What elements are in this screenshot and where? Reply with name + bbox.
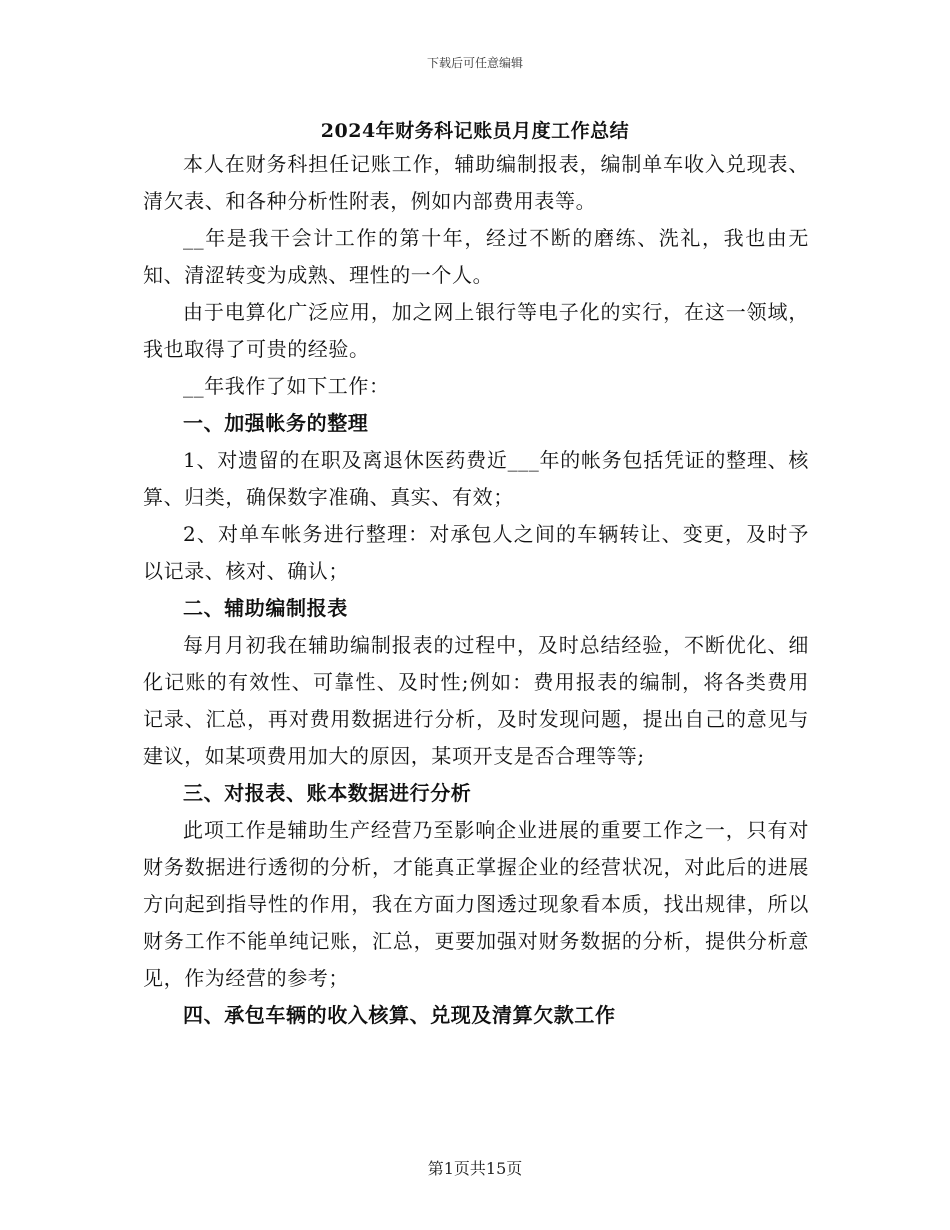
document-body <box>143 146 809 1034</box>
paragraph: 由于电算化广泛应用，加之网上银行等电子化的实行，在这一领域，我也取得了可贵的经验。 <box>143 300 809 361</box>
paragraph: 此项工作是辅助生产经营乃至影响企业进展的重要工作之一，只有对财务数据进行透彻的分析，才能真正掌握企业的经营状况，对此后的进展方向起到指导性的作用，我在方面力图透过现象看本质，找出规律，所以财务工作不能单纯记账，汇总，更要加强对财务数据的分析，提供分析意见，作为经营的参考； <box>143 818 809 990</box>
paragraph: 每月月初我在辅助编制报表的过程中，及时总结经验，不断优化、细化记账的有效性、可靠性、及时性;例如：费用报表的编制，将各类费用记录、汇总，再对费用数据进行分析，及时发现问题，提出自己的意见与建议，如某项费用加大的原因，某项开支是否合理等等; <box>143 633 809 768</box>
paragraph: __年我作了如下工作： <box>183 374 390 398</box>
section-heading: 一、加强帐务的整理 <box>183 411 369 435</box>
page-number: 第1页共15页 <box>427 1159 523 1178</box>
document-title: 2024年财务科记账员月度工作总结 <box>320 120 630 142</box>
paragraph: 本人在财务科担任记账工作，辅助编制报表，编制单车收入兑现表、清欠表、和各种分析性附表，例如内部费用表等。 <box>143 152 809 213</box>
header-note: 下载后可任意编辑 <box>426 56 523 70</box>
paragraph: 1、对遗留的在职及离退休医药费近___年的帐务包括凭证的整理、核算、归类，确保数字准确、真实、有效； <box>143 448 809 509</box>
paragraph: __年是我干会计工作的第十年，经过不断的磨练、洗礼，我也由无知、清涩转变为成熟、理性的一个人。 <box>143 226 809 287</box>
section-heading: 四、承包车辆的收入核算、兑现及清算欠款工作 <box>183 1003 616 1027</box>
section-heading: 三、对报表、账本数据进行分析 <box>183 781 472 805</box>
section-heading: 二、辅助编制报表 <box>183 596 348 620</box>
paragraph: 2、对单车帐务进行整理：对承包人之间的车辆转让、变更，及时予以记录、核对、确认； <box>143 522 809 583</box>
